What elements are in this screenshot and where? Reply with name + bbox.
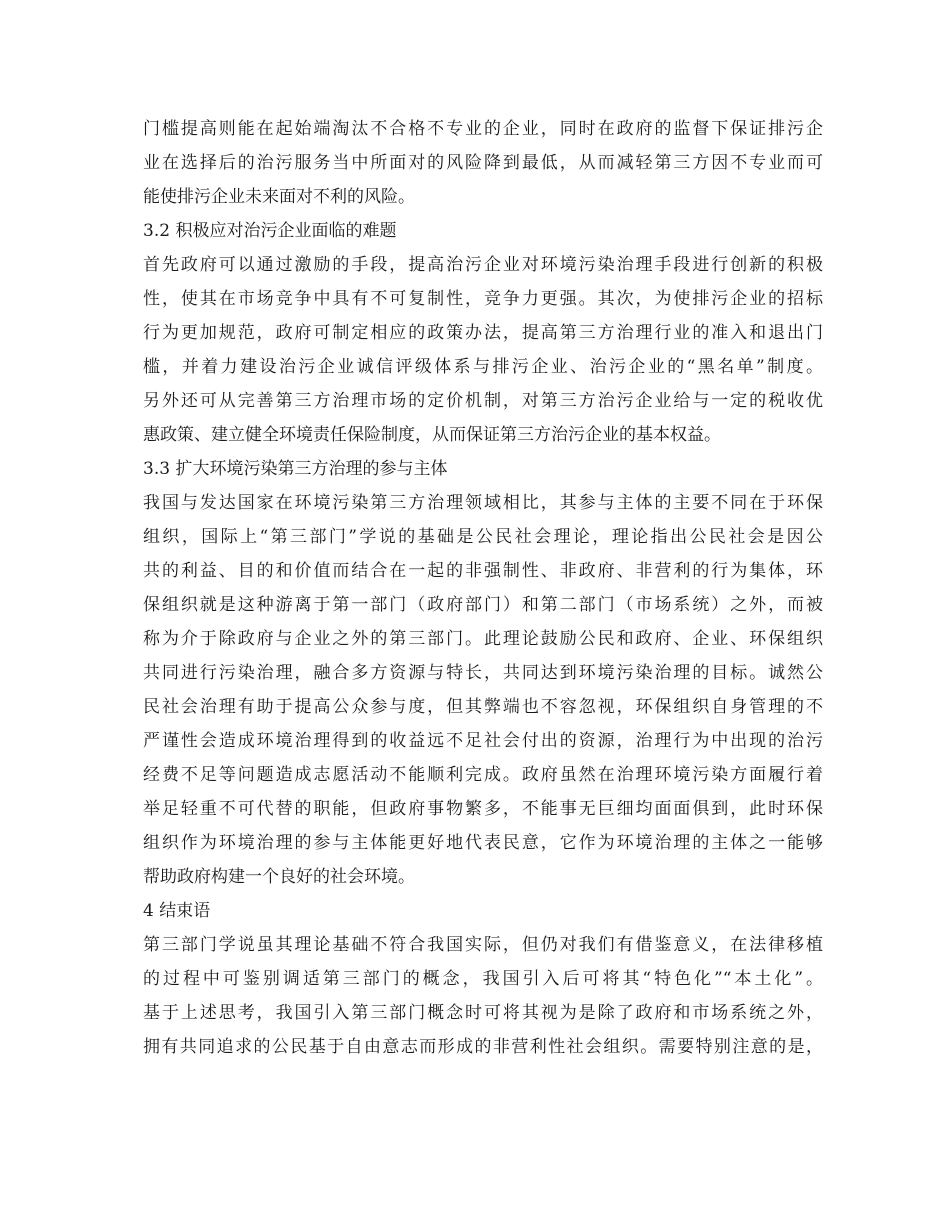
paragraph-line: 的过程中可鉴别调适第三部门的概念，我国引入后可将其“特色化”“本土化”。	[143, 969, 823, 989]
paragraph-line: 经费不足等问题造成志愿活动不能顺利完成。政府虽然在治理环境污染方面履行着	[143, 765, 823, 785]
paragraph-line: 门槛提高则能在起始端淘汰不合格不专业的企业，同时在政府的监督下保证排污企	[143, 119, 823, 139]
paragraph-line: 首先政府可以通过激励的手段，提高治污企业对环境污染治理手段进行创新的积极	[143, 255, 823, 275]
paragraph-line: 组织，国际上“第三部门”学说的基础是公民社会理论，理论指出公民社会是因公	[143, 527, 823, 547]
paragraph-line: 严谨性会造成环境治理得到的收益远不足社会付出的资源，治理行为中出现的治污	[143, 731, 823, 751]
section-heading-3-2: 3.2 积极应对治污企业面临的难题	[143, 221, 397, 241]
paragraph-line: 行为更加规范，政府可制定相应的政策办法，提高第三方治理行业的准入和退出门	[143, 323, 823, 343]
paragraph-line: 帮助政府构建一个良好的社会环境。	[143, 867, 415, 887]
paragraph-line: 性，使其在市场竞争中具有不可复制性，竞争力更强。其次，为使排污企业的招标	[143, 289, 823, 309]
paragraph-line: 共的利益、目的和价值而结合在一起的非强制性、非政府、非营利的行为集体，环	[143, 561, 823, 581]
paragraph-line: 共同进行污染治理，融合多方资源与特长，共同达到环境污染治理的目标。诚然公	[143, 663, 823, 683]
paragraph-line: 槛，并着力建设治污企业诚信评级体系与排污企业、治污企业的“黑名单”制度。	[143, 357, 823, 377]
paragraph-line: 惠政策、建立健全环境责任保险制度，从而保证第三方治污企业的基本权益。	[143, 425, 721, 445]
section-heading-4: 4 结束语	[143, 901, 211, 921]
paragraph-line: 业在选择后的治污服务当中所面对的风险降到最低，从而减轻第三方因不专业而可	[143, 153, 823, 173]
paragraph-line: 举足轻重不可代替的职能，但政府事物繁多，不能事无巨细均面面俱到，此时环保	[143, 799, 823, 819]
paragraph-line: 民社会治理有助于提高公众参与度，但其弊端也不容忽视，环保组织自身管理的不	[143, 697, 823, 717]
paragraph-line: 组织作为环境治理的参与主体能更好地代表民意，它作为环境治理的主体之一能够	[143, 833, 823, 853]
paragraph-line: 保组织就是这种游离于第一部门（政府部门）和第二部门（市场系统）之外，而被	[143, 595, 823, 615]
paragraph-line: 基于上述思考，我国引入第三部门概念时可将其视为是除了政府和市场系统之外，	[143, 1003, 823, 1023]
paragraph-line: 能使排污企业未来面对不利的风险。	[143, 187, 415, 207]
paragraph-line: 称为介于除政府与企业之外的第三部门。此理论鼓励公民和政府、企业、环保组织	[143, 629, 823, 649]
paragraph-line: 我国与发达国家在环境污染第三方治理领域相比，其参与主体的主要不同在于环保	[143, 493, 823, 513]
paragraph-line: 第三部门学说虽其理论基础不符合我国实际，但仍对我们有借鉴意义，在法律移植	[143, 935, 823, 955]
paragraph-line: 拥有共同追求的公民基于自由意志而形成的非营利性社会组织。需要特别注意的是，	[143, 1037, 823, 1057]
section-heading-3-3: 3.3 扩大环境污染第三方治理的参与主体	[143, 459, 448, 479]
paragraph-line: 另外还可从完善第三方治理市场的定价机制，对第三方治污企业给与一定的税收优	[143, 391, 823, 411]
